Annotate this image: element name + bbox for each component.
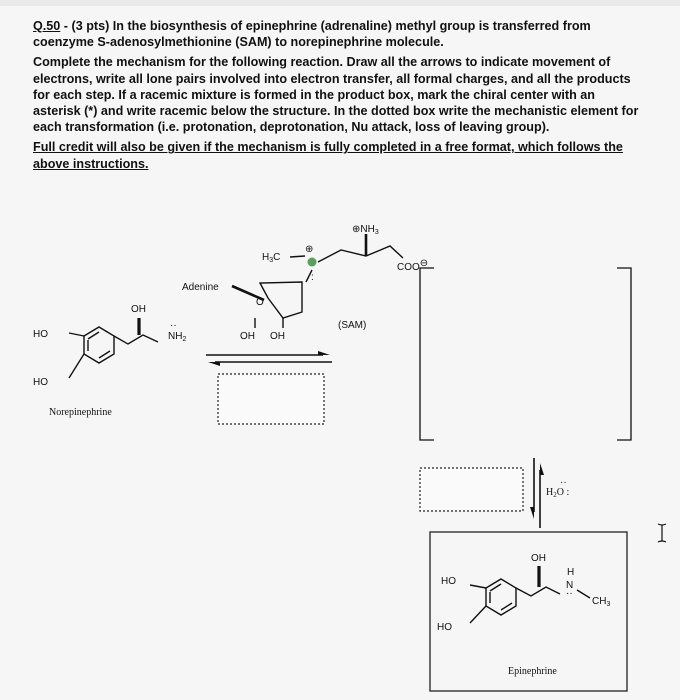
mechanism-dotted-box-2[interactable] bbox=[420, 468, 523, 511]
question-full-credit: Full credit will also be given if the mechanism is fully completed in a free format, which follows the above instructions. bbox=[33, 140, 623, 171]
norepi-ho-top: HO bbox=[33, 329, 48, 340]
equilibrium-arrows-icon bbox=[206, 351, 332, 366]
epi-n: N bbox=[566, 580, 574, 591]
norepi-lone-pair-icon: ·· bbox=[170, 320, 177, 331]
norepi-name: Norepinephrine bbox=[49, 407, 112, 418]
epi-ho-bottom: HO bbox=[437, 622, 452, 633]
sam-ring-oxygen: O bbox=[256, 297, 264, 308]
sam-adenine-label: Adenine bbox=[182, 282, 219, 293]
epi-name: Epinephrine bbox=[508, 666, 557, 677]
norepi-ho-bottom: HO bbox=[33, 377, 48, 388]
sulfur-atom-icon bbox=[308, 258, 317, 267]
sam-coo-label: COO⊖ bbox=[397, 258, 429, 273]
sam-label: (SAM) bbox=[338, 320, 367, 331]
sam-nh3-label: $\oplus NH_3$ bbox=[352, 224, 379, 236]
water-label: $H_2O$ : bbox=[546, 487, 570, 499]
question-points: (3 pts) bbox=[71, 19, 110, 33]
vertical-equilibrium-arrows-icon bbox=[530, 458, 544, 528]
sulfur-lone-pair-icon: : bbox=[311, 272, 314, 283]
sam-oh-right: OH bbox=[270, 331, 285, 342]
question-number: Q.50 bbox=[33, 19, 61, 33]
text-cursor-icon bbox=[658, 524, 666, 542]
epi-ch3: $CH_3$ bbox=[592, 596, 611, 608]
question-instructions: Complete the mechanism for the following reaction. Draw all the arrows to indicate movement of electrons, write all lone pairs involved into electron transfer, all formal charges, and all the products for each step. If a racemic mixture is formed in the product box, mark the chiral center with an asterisk (*) and write racemic below the structure. In the dotted box write the mechanistic element for each transformation (i.e. protonation, deprotonation, Nu attack, loss of leaving group). bbox=[33, 55, 639, 135]
epi-oh: OH bbox=[531, 553, 546, 564]
question-intro-text: In the biosynthesis of epinephrine (adrenaline) methyl group is transferred from coenzyme S-adenosylmethionine (SAM) to norepinephrine molecule. bbox=[33, 19, 591, 50]
sam-h3c-label: $H_3C$ bbox=[262, 252, 281, 264]
norepinephrine-structure bbox=[69, 318, 158, 378]
mechanism-dotted-box-1[interactable] bbox=[218, 374, 324, 424]
sam-oh-left: OH bbox=[240, 331, 255, 342]
sulfur-charge-icon: ⊕ bbox=[305, 244, 314, 255]
product-bracket[interactable] bbox=[420, 268, 631, 440]
water-lone-pair-icon: ·· bbox=[560, 477, 567, 488]
question-intro: Q.50 - (3 pts) In the biosynthesis of epinephrine (adrenaline) methyl group is transferred from coenzyme S-adenosylmethionine (SAM) to norepinephrine molecule. bbox=[33, 19, 591, 50]
epi-ho-top: HO bbox=[441, 576, 456, 587]
epi-lone-pair-icon: ·· bbox=[566, 588, 573, 599]
norepi-oh: OH bbox=[131, 304, 146, 315]
norepi-nh2: $NH_2$ bbox=[168, 331, 187, 343]
sam-structure bbox=[232, 234, 403, 328]
epi-h: H bbox=[567, 567, 575, 578]
